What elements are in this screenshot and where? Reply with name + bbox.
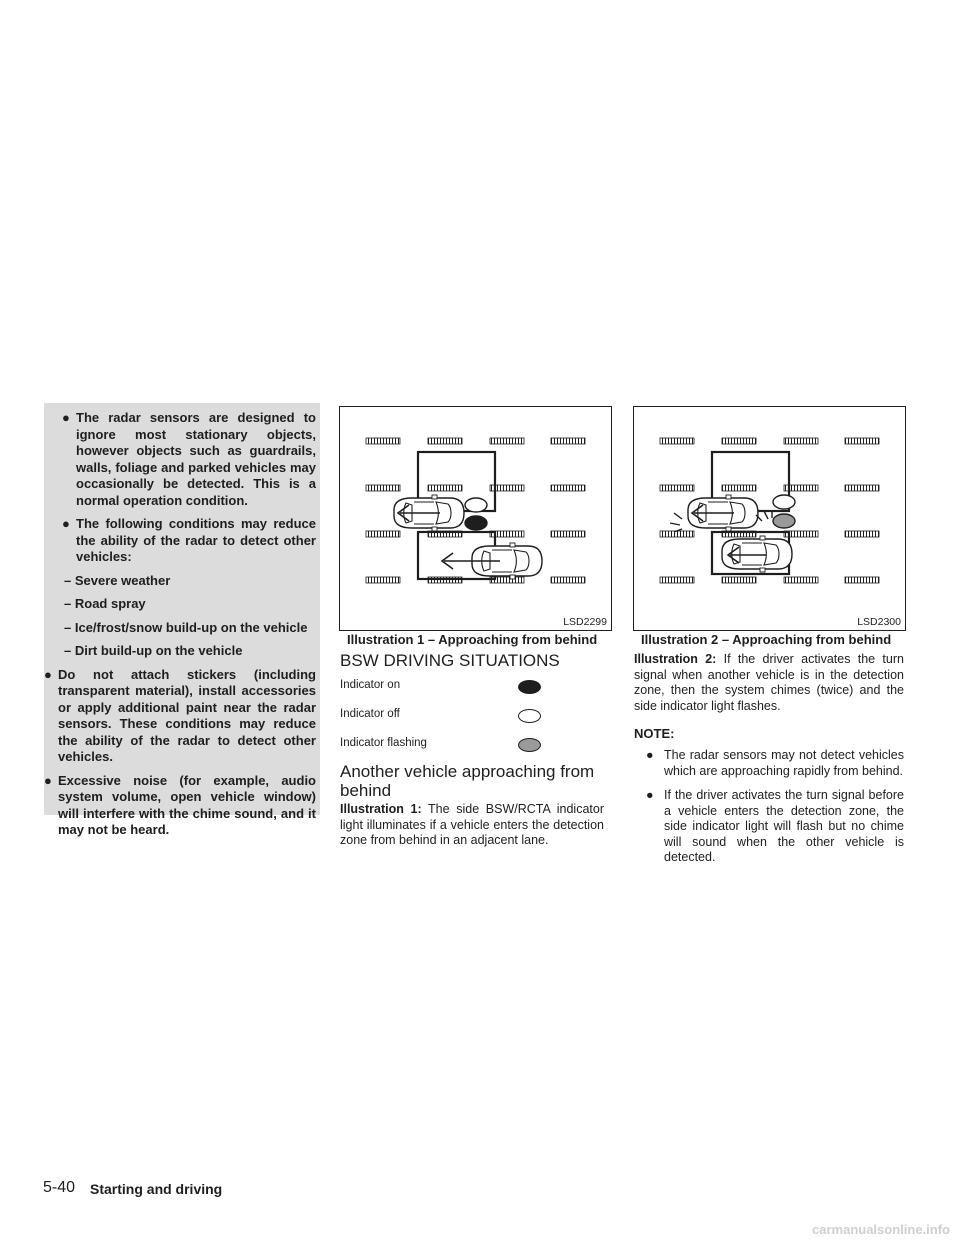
note-text: If the driver activates the turn signal before a vehicle enters the detection zone, the side indicator light will flash but no chime will sound when the other vehicle is detected.: [664, 788, 904, 864]
illustration-1-description: [340, 802, 604, 849]
indicator-flashing-icon: [518, 738, 541, 752]
illustration-2-caption: Illustration 2 – Approaching from behind: [641, 632, 892, 647]
list-item: ● The radar sensors are designed to ignore most stationary objects, however objects such as guardrails, walls, foliage and parked vehicles may occasionally be detected. This is a normal operation condition.: [62, 410, 316, 508]
para-lead: Illustration 1:: [340, 802, 422, 816]
illustration-1: [339, 406, 612, 631]
list-item: ● Do not attach stickers (including transparent material), install accessories or apply additional paint near the radar sensors. These conditions may reduce the ability of the radar to detect other vehicles.: [44, 666, 316, 764]
list-item: ● Excessive noise (for example, audio system volume, open vehicle window) will interfere with the chime sound, and it may not be heard.: [44, 772, 316, 837]
list-subitem: – Road spray: [64, 596, 146, 611]
figure-code: LSD2299: [563, 616, 607, 628]
note-item: ● The radar sensors may not detect vehicles which are approaching rapidly from behind.: [646, 748, 904, 778]
illustration-2-drawing: [634, 407, 905, 630]
section-title: Starting and driving: [90, 1181, 223, 1197]
indicator-on-icon: [518, 680, 541, 694]
list-subitem: – Dirt build-up on the vehicle: [64, 643, 243, 658]
illustration-2-description: [634, 652, 904, 714]
subsection-heading: Another vehicle approaching from behind: [340, 762, 595, 800]
list-item: ● The following conditions may reduce the ability of the radar to detect other vehicles:: [62, 516, 316, 564]
page-number: 5-40: [43, 1179, 76, 1196]
legend-label-flashing: Indicator flashing: [340, 737, 427, 749]
illustration-1-drawing: [340, 407, 611, 630]
list-subitem: – Ice/frost/snow build-up on the vehicle: [64, 619, 308, 635]
list-item-text: Excessive noise (for example, audio system volume, open vehicle window) will interfere with the chime sound, and it may not be heard.: [58, 772, 316, 837]
list-subitem: – Severe weather: [64, 572, 171, 588]
caution-text: [44, 410, 316, 846]
indicator-off-icon: [518, 709, 541, 723]
note-item: ● If the driver activates the turn signal before a vehicle enters the detection zone, the side indicator light will flash but no chime will sound when the other vehicle is detected.: [646, 788, 904, 864]
watermark: carmanualsonline.info: [812, 1222, 950, 1237]
illustration-2: [633, 406, 906, 631]
list-item-text: The following conditions may reduce the ability of the radar to detect other vehicles:: [76, 516, 316, 564]
note-text: The radar sensors may not detect vehicles which are approaching rapidly from behind.: [664, 748, 904, 778]
para-text: If the driver activates the turn signal when another vehicle is in the detection zone, then the system chimes (twice) and the side indicator light flashes.: [634, 652, 904, 713]
para-text: The side BSW/RCTA indicator light illuminates if a vehicle enters the detection zone from behind in an adjacent lane.: [340, 802, 604, 847]
note-title: NOTE:: [634, 726, 675, 741]
illustration-1-caption: Illustration 1 – Approaching from behind: [347, 632, 598, 647]
legend-label-off: Indicator off: [340, 708, 400, 720]
para-lead: Illustration 2:: [634, 652, 717, 666]
list-item-text: Do not attach stickers (including transparent material), install accessories or apply additional paint near the radar sensors. These conditions may reduce the ability of the radar to detect other vehicles.: [58, 666, 316, 764]
section-heading: BSW DRIVING SITUATIONS: [340, 651, 560, 670]
list-item-text: The radar sensors are designed to ignore most stationary objects, however objects such as guardrails, walls, foliage and parked vehicles may occasionally be detected. This is a normal operation condition.: [76, 410, 316, 508]
figure-code: LSD2300: [857, 616, 901, 628]
legend-label-on: Indicator on: [340, 679, 401, 691]
